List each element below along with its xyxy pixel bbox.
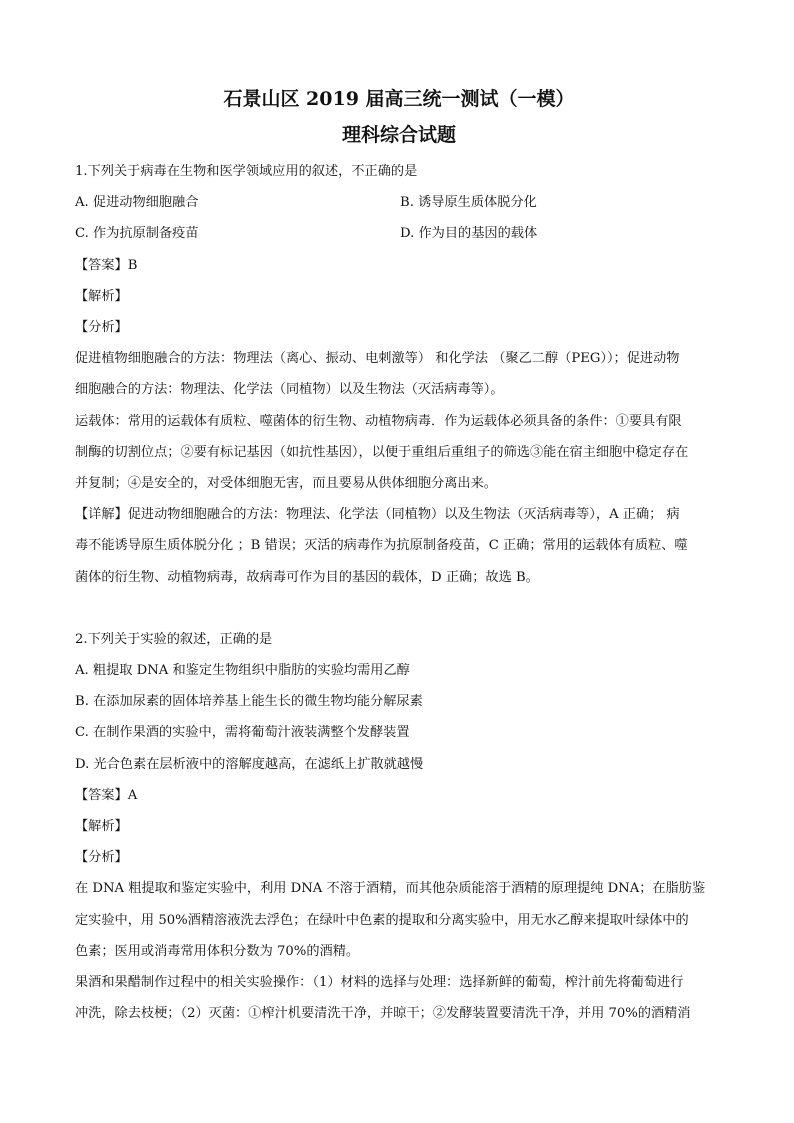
- option-c: C. 作为抗原制备疫苗: [75, 226, 199, 242]
- fenxi-label: 【分析】: [75, 850, 128, 866]
- detail-line: 【详解】促进动物细胞融合的方法：物理法、化学法（同植物）以及生物法（灭活病毒等），A 正确； 病: [75, 507, 680, 523]
- fenxi-label: 【分析】: [75, 320, 128, 336]
- question-stem: 1.下列关于病毒在生物和医学领域应用的叙述，不正确的是: [75, 164, 418, 179]
- page-title: 石景山区 2019 届高三统一测试（一模）: [223, 88, 575, 110]
- answer-label: 【答案】A: [75, 787, 138, 803]
- analysis-line: 果酒和果醋制作过程中的相关实验操作：（1）材料的选择与处理：选择新鲜的葡萄，榨汁前先将葡萄进行: [75, 975, 684, 991]
- option-a: A. 促进动物细胞融合: [75, 195, 199, 211]
- option-b: B. 诱导原生质体脱分化: [400, 195, 537, 211]
- analysis-line: 在 DNA 粗提取和鉴定实验中，利用 DNA 不溶于酒精，而其他杂质能溶于酒精的原理提纯 DNA；在脂肪鉴: [75, 881, 706, 897]
- analysis-line: 细胞融合的方法：物理法、化学法（同植物）以及生物法（灭活病毒等）。: [75, 382, 504, 398]
- option-row: [75, 187, 723, 218]
- analysis-line: 制酶的切割位点；②要有标记基因（如抗性基因），以便于重组后重组子的筛选③能在宿主细胞中稳定存在: [75, 444, 689, 460]
- question-1: [75, 156, 723, 593]
- question-stem: 2.下列关于实验的叙述，正确的是: [75, 631, 273, 647]
- option-b: B. 在添加尿素的固体培养基上能生长的微生物均能分解尿素: [75, 694, 423, 710]
- page-subtitle: 理科综合试题: [341, 124, 456, 146]
- spacer: [75, 593, 723, 624]
- option-row: [75, 218, 723, 249]
- detail-line: 毒不能诱导原生质体脱分化 ；B 错误；灭活的病毒作为抗原制备疫苗，C 正确；常用的运载体有质粒、噬: [75, 538, 688, 554]
- option-a: A. 粗提取 DNA 和鉴定生物组织中脂肪的实验均需用乙醇: [75, 663, 410, 679]
- analysis-line: 冲洗，除去枝梗；（2）灭菌：①榨汁机要清洗干净，并晾干；②发酵装置要清洗干净，并用 70%的酒精消: [75, 1006, 691, 1022]
- document-page: [75, 82, 723, 1029]
- option-d: D. 光合色素在层析液中的溶解度越高，在滤纸上扩散就越慢: [75, 756, 424, 772]
- answer-label: 【答案】B: [75, 257, 138, 273]
- analysis-line: 促进植物细胞融合的方法：物理法（离心、振动、电刺激等） 和化学法 （聚乙二醇（PEG））；促进动物: [75, 351, 680, 367]
- analysis-line: 并复制；④是安全的，对受体细胞无害，而且要易从供体细胞分离出来。: [75, 476, 497, 492]
- option-c: C. 在制作果酒的实验中，需将葡萄汁液装满整个发酵装置: [75, 725, 410, 741]
- jiexi-label: 【解析】: [75, 819, 128, 835]
- jiexi-label: 【解析】: [75, 288, 128, 304]
- option-d: D. 作为目的基因的载体: [400, 226, 538, 242]
- question-2: [75, 624, 723, 1030]
- analysis-line: 定实验中，用 50%酒精溶液洗去浮色；在绿叶中色素的提取和分离实验中，用无水乙醇来提取叶绿体中的: [75, 912, 689, 928]
- detail-line: 菌体的衍生物、动植物病毒，故病毒可作为目的基因的载体，D 正确；故选 B。: [75, 569, 539, 585]
- analysis-line: 运载体：常用的运载体有质粒、噬菌体的衍生物、动植物病毒．作为运载体必须具备的条件：①要具有限: [75, 413, 682, 429]
- analysis-line: 色素；医用或消毒常用体积分数为 70%的酒精。: [75, 943, 360, 959]
